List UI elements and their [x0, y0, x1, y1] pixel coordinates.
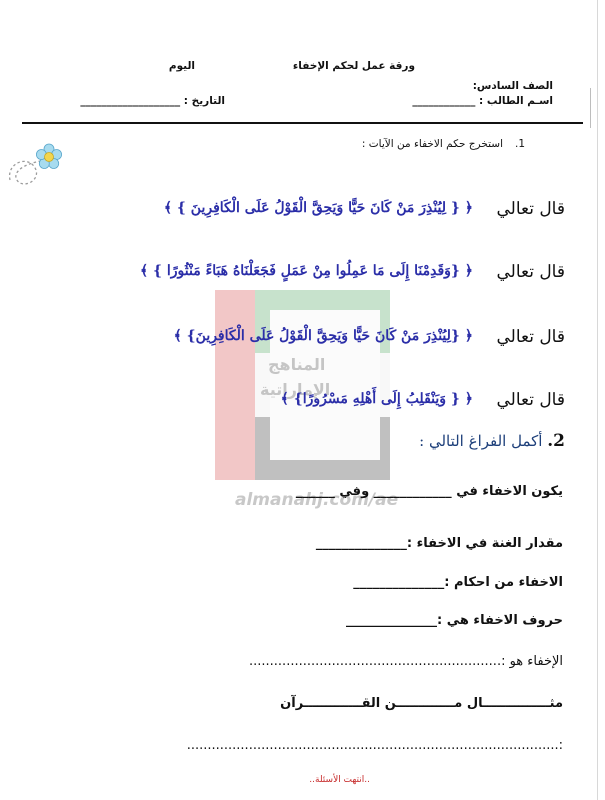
fill-line-5: الإخفاء هو :.............................................................: [249, 654, 563, 669]
end-of-questions: ..انتهت الأسئلة..: [309, 775, 370, 785]
fill-line-6: مثـــــــــــــــال مـــــــــــــن القـــــــــــــرآن: [280, 696, 563, 711]
question2-number: 2.: [547, 431, 565, 451]
fill-line-3: الاخفاء من احكام :______________: [353, 575, 563, 590]
fill-line-4: حروف الاخفاء هي :______________: [346, 613, 563, 628]
grade-label: الصف السادس:: [472, 80, 553, 92]
student-name-field: اسـم الطالب : ____________: [412, 95, 553, 107]
page-edge-mark: [590, 88, 591, 128]
verse3-intro: قال تعالي: [496, 327, 565, 347]
flower-decoration-icon: [2, 140, 88, 200]
fill-line-7: :..........................................................................................: [186, 738, 563, 753]
day-label: اليوم: [168, 60, 195, 72]
question1-prompt: استخرج حكم الاخفاء من الآيات :: [361, 138, 503, 150]
worksheet-title: ورقة عمل لحكم الإخفاء: [292, 60, 415, 72]
verse2-intro: قال تعالي: [496, 262, 565, 282]
header-divider: [22, 122, 583, 124]
verse1-text: ﴿ { لِيُنْذِرَ مَنْ كَانَ حَيًّا وَيَحِقَّ الْقَوْلُ عَلَى الْكَافِرِينَ } ﴾: [163, 200, 473, 216]
verse4-intro: قال تعالي: [496, 390, 565, 410]
verse4-text: ﴿ { وَيَنْقَلِبُ إِلَى أَهْلِهِ مَسْرُورًا} ﴾: [280, 391, 473, 407]
fill-line-1: يكون الاخفاء في ____________ وفي ______: [295, 484, 563, 499]
verse1-intro: قال تعالي: [496, 199, 565, 219]
watermark-line1: المناهج: [268, 355, 326, 374]
question1-number: 1.: [514, 138, 525, 150]
watermark-url: almanahj.com/ae: [235, 490, 399, 510]
fill-line-2: مقدار الغنة في الاخفاء :______________: [315, 536, 563, 551]
date-field: التاريخ : ___________________: [80, 95, 225, 107]
watermark-line2: الإماراتية: [260, 380, 331, 399]
page-edge-line: [597, 0, 598, 800]
question2-heading: [419, 431, 565, 451]
verse2-text: ﴿ {وَقَدِمْنَا إِلَى مَا عَمِلُوا مِنْ عَمَلٍ فَجَعَلْنَاهُ هَبَاءً مَنْثُورًا } ﴾: [139, 263, 473, 279]
question2-title: أكمل الفراغ التالي :: [419, 432, 543, 450]
verse3-text: ﴿ {لِيُنْذِرَ مَنْ كَانَ حَيًّا وَيَحِقَّ الْقَوْلُ عَلَى الْكَافِرِينَ} ﴾: [173, 328, 473, 344]
